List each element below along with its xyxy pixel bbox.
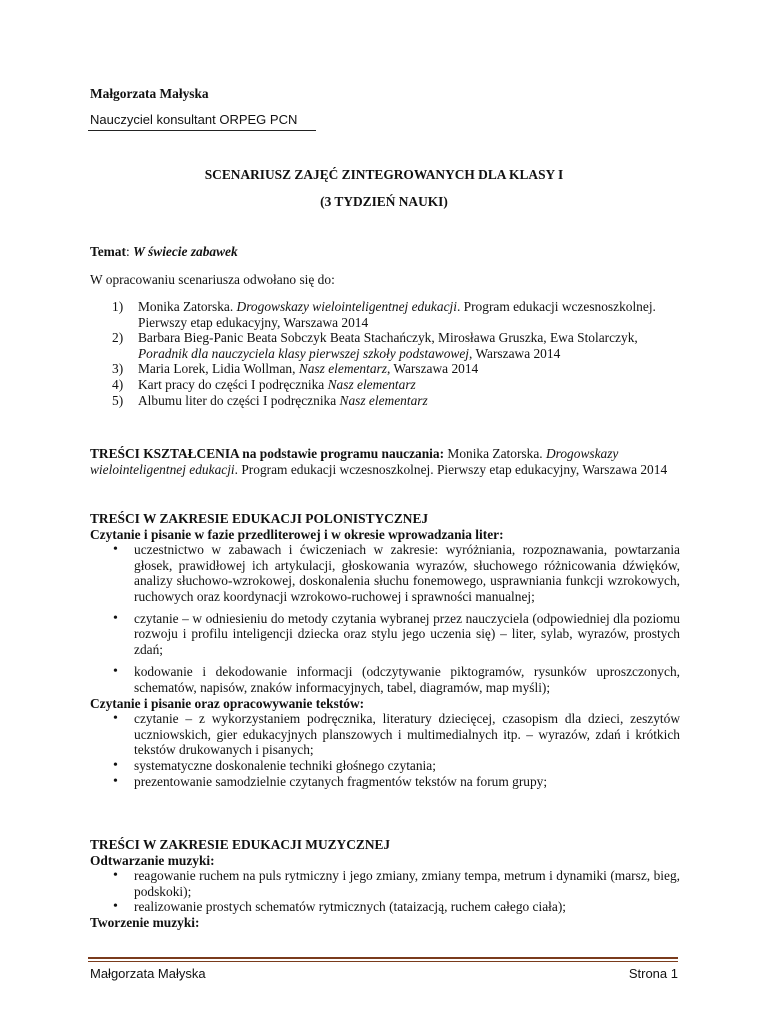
footer-rule-thin [88, 961, 678, 962]
list-item: • prezentowanie samodzielnie czytanych fragmentów tekstów na forum grupy; [113, 774, 680, 790]
list-item: • czytanie – z wykorzystaniem podręcznika, literatury dziecięcej, czasopism dla dzieci, zeszytów uczniowskich, gier edukacyjnych planszowych i multimedialnych itp. – wyrazów, zdań i krótkich tekstów drukowanych i pisanych; [113, 711, 680, 758]
music-heading: TREŚCI W ZAKRESIE EDUKACJI MUZYCZNEJ [90, 837, 391, 852]
document-subtitle: (3 TYDZIEŃ NAUKI) [320, 194, 448, 209]
polonist-subheading-2: Czytanie i pisanie oraz opracowywanie tekstów: [90, 695, 365, 711]
polonist-section [90, 511, 680, 789]
topic-colon: : [125, 244, 134, 259]
source-item: 1) Monika Zatorska. Drogowskazy wielointeligentnej edukacji. Program edukacji wczesnoszkolnej. Pierwszy etap edukacyjny, Warszawa 2014 [112, 299, 656, 330]
footer-page-number: Strona 1 [628, 966, 678, 981]
list-item: • czytanie – w odniesieniu do metody czytania wybranej przez nauczyciela (odpowiedniej dla poziomu rozwoju i profilu inteligencji dziecka oraz stylu jego uczenia się) – liter, sylab, wyrazów, prostych zdań; [113, 611, 680, 658]
music-list-1 [113, 868, 680, 915]
header-underline [88, 130, 316, 131]
topic-value: W świecie zabawek [133, 244, 238, 259]
footer-rule [88, 957, 678, 959]
music-section [90, 837, 680, 931]
topic-line [90, 244, 238, 260]
curriculum-heading: TREŚCI KSZTAŁCENIA na podstawie programu nauczania: [90, 446, 445, 461]
source-item: 4) Kart pracy do części I podręcznika Nasz elementarz [112, 376, 416, 392]
polonist-subheading-1: Czytanie i pisanie w fazie przedliterowej i w okresie wprowadzania liter: [90, 526, 504, 542]
source-item: 2) Barbara Bieg-Panic Beata Sobczyk Beata Stachańczyk, Mirosława Gruszka, Ewa Stolarczyk, Poradnik dla nauczyciela klasy pierwszej szkoły podstawowej, Warszawa 2014 [112, 330, 638, 361]
document-title: SCENARIUSZ ZAJĘĆ ZINTEGROWANYCH DLA KLASY I [204, 167, 564, 182]
music-subheading-2: Tworzenie muzyki: [90, 914, 200, 930]
polonist-list-1 [113, 542, 680, 695]
music-subheading-1: Odtwarzanie muzyki: [90, 852, 215, 868]
source-item: 5) Albumu liter do części I podręcznika Nasz elementarz [112, 392, 428, 408]
topic-label: Temat [90, 244, 126, 259]
footer-author: Małgorzata Małyska [90, 966, 206, 981]
list-item: • kodowanie i dekodowanie informacji (odczytywanie piktogramów, rysunków uproszczonych, schematów, napisów, znaków informacyjnych, tabel, diagramów, map myśli); [113, 664, 680, 695]
list-item: • reagowanie ruchem na puls rytmiczny i jego zmiany, zmiany tempa, metrum i dynamiki (marsz, bieg, podskoki); [113, 868, 680, 899]
list-item: • uczestnictwo w zabawach i ćwiczeniach w zakresie: wyróżniania, rozpoznawania, powtarzania głosek, prawidłowej ich artykulacji, głoskowania wyrazów, słuchowego różnicowania dźwięków, analizy słuchowo-wzrokowej, doskonalenia słuchu fonemowego, usprawniania funkcji wzrokowych, ruchowych oraz koordynacji wzrokowo-ruchowej i sprawności manualnej; [113, 542, 680, 604]
curriculum-paragraph: TREŚCI KSZTAŁCENIA na podstawie programu nauczania: Monika Zatorska. Drogowskazy wielointeligentnej edukacji. Program edukacji wczesnoszkolnej. Pierwszy etap edukacyjny, Warszawa 2014 [90, 446, 668, 477]
source-item: 3) Maria Lorek, Lidia Wollman, Nasz elementarz, Warszawa 2014 [112, 361, 479, 377]
list-item: • realizowanie prostych schematów rytmicznych (tataizacją, ruchem całego ciała); [113, 899, 680, 915]
polonist-heading: TREŚCI W ZAKRESIE EDUKACJI POLONISTYCZNEJ [90, 511, 429, 526]
list-item: • systematyczne doskonalenie techniki głośnego czytania; [113, 758, 680, 774]
author-name: Małgorzata Małyska [90, 86, 209, 101]
author-role: Nauczyciel konsultant ORPEG PCN [90, 112, 298, 127]
sources-list [90, 299, 690, 408]
sources-intro: W opracowaniu scenariusza odwołano się do: [90, 272, 335, 287]
polonist-list-2 [113, 711, 680, 789]
